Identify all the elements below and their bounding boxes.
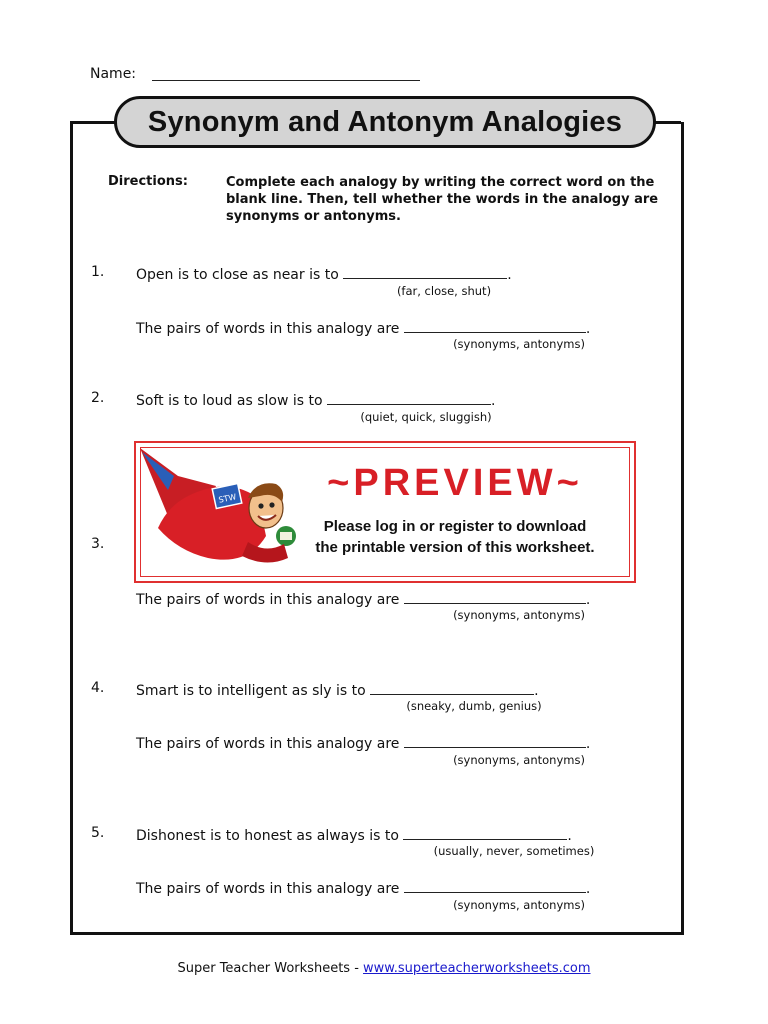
footer-text: Super Teacher Worksheets - — [177, 961, 359, 976]
name-blank-line — [152, 80, 420, 81]
question-2-answer-line[interactable] — [327, 390, 491, 405]
question-3-number: 3. — [91, 536, 105, 552]
question-5-number: 5. — [91, 825, 105, 841]
question-5-text: Dishonest is to honest as always is to — [136, 828, 399, 844]
question-1-answer-line[interactable] — [343, 264, 507, 279]
question-1-text: Open is to close as near is to — [136, 267, 339, 283]
preview-message — [300, 516, 610, 558]
pairs-1-row: The pairs of words in this analogy are . — [136, 318, 590, 337]
pairs-1-text: The pairs of words in this analogy are — [136, 321, 400, 337]
question-4-text: Smart is to intelligent as sly is to — [136, 683, 366, 699]
frame-top-left — [70, 121, 120, 124]
pairs-3-text: The pairs of words in this analogy are — [136, 592, 400, 608]
question-5-options: (usually, never, sometimes) — [433, 844, 595, 858]
footer — [0, 961, 768, 976]
pairs-3-row: The pairs of words in this analogy are . — [136, 589, 590, 608]
directions-label: Directions: — [108, 174, 188, 189]
question-1-row: Open is to close as near is to . — [136, 264, 512, 283]
question-5-answer-line[interactable] — [403, 825, 567, 840]
question-4-row: Smart is to intelligent as sly is to . — [136, 680, 539, 699]
mascot-badge-text: STW — [217, 492, 238, 505]
pairs-5-text: The pairs of words in this analogy are — [136, 881, 400, 897]
pairs-5-answer-line[interactable] — [404, 878, 586, 893]
preview-message-line-1: Please log in or register to download — [323, 518, 587, 535]
pairs-5-row: The pairs of words in this analogy are . — [136, 878, 590, 897]
superhero-mascot-icon — [138, 446, 308, 578]
question-2-number: 2. — [91, 390, 105, 406]
directions-text: Complete each analogy by writing the correct word on the blank line. Then, tell whether the words in the analogy are synonyms or antonyms. — [226, 175, 659, 224]
pairs-4-answer-line[interactable] — [404, 733, 586, 748]
title-banner — [114, 96, 656, 148]
pairs-3-answer-line[interactable] — [404, 589, 586, 604]
pairs-1-options: (synonyms, antonyms) — [453, 337, 585, 351]
question-5-row: Dishonest is to honest as always is to . — [136, 825, 572, 844]
pairs-4-options: (synonyms, antonyms) — [453, 753, 585, 767]
pairs-5-options: (synonyms, antonyms) — [453, 898, 585, 912]
pairs-4-text: The pairs of words in this analogy are — [136, 736, 400, 752]
question-2-options: (quiet, quick, sluggish) — [360, 410, 492, 424]
pairs-3-options: (synonyms, antonyms) — [453, 608, 585, 622]
worksheet-title: Synonym and Antonym Analogies — [147, 105, 623, 138]
question-2-text: Soft is to loud as slow is to — [136, 393, 323, 409]
pairs-4-row: The pairs of words in this analogy are . — [136, 733, 590, 752]
question-1-number: 1. — [91, 264, 105, 280]
question-4-number: 4. — [91, 680, 105, 696]
name-label: Name: — [90, 66, 137, 82]
question-4-options: (sneaky, dumb, genius) — [406, 699, 542, 713]
question-4-answer-line[interactable] — [370, 680, 534, 695]
footer-link[interactable]: www.superteacherworksheets.com — [363, 961, 591, 976]
question-2-row: Soft is to loud as slow is to . — [136, 390, 495, 409]
question-1-options: (far, close, shut) — [396, 284, 492, 298]
preview-heading: ~PREVIEW~ — [327, 462, 583, 504]
preview-message-line-2: the printable version of this worksheet. — [315, 539, 595, 556]
pairs-1-answer-line[interactable] — [404, 318, 586, 333]
